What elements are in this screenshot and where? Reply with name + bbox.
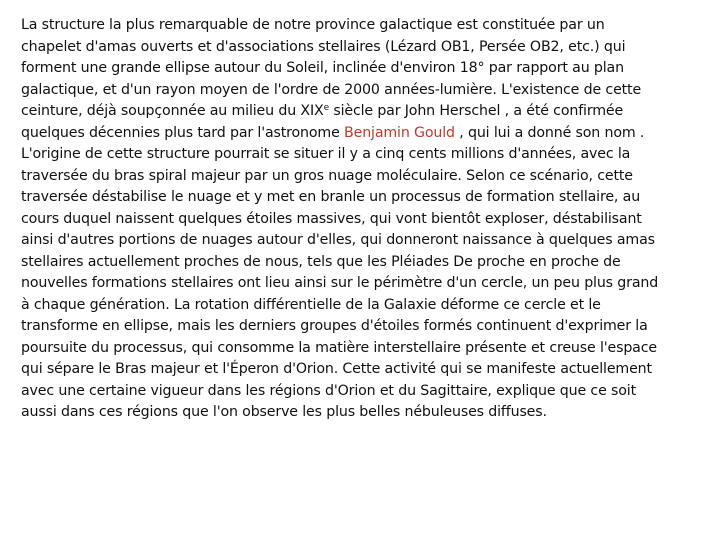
text-line: qui sépare le Bras majeur et l'Éperon d'Orion. Cette activité qui se manifeste actuellement (21, 361, 652, 377)
text-line: aussi dans ces régions que l'on observe les plus belles nébuleuses diffuses. (21, 404, 547, 420)
text-line: forment une grande ellipse autour du Soleil, inclinée d'environ 18° par rapport au plan (21, 60, 624, 76)
text-segment: siècle par John Herschel , a été confirmée (328, 103, 624, 119)
text-line: ainsi d'autres portions de nuages autour d'elles, qui donneront naissance à quelques amas (21, 232, 655, 248)
text-line: à chaque génération. La rotation différentielle de la Galaxie déforme ce cercle et le (21, 296, 601, 313)
text-line: traversée déstabilise le nuage et y met en branle un processus de formation stellaire, au (21, 189, 641, 205)
text-line: chapelet d'amas ouverts et d'associations stellaires (Lézard OB1, Persée OB2, etc.) qui (21, 38, 626, 55)
text-line (21, 101, 691, 123)
text-line: stellaires actuellement proches de nous, tels que les Pléiades De proche en proche de (21, 253, 621, 270)
text-segment: quelques décennies plus tard par l'astronome (21, 124, 345, 141)
superscript: e (323, 103, 329, 113)
text-line: poursuite du processus, qui consomme la matière interstellaire présente et creuse l'espace (21, 339, 657, 356)
text-line: La structure la plus remarquable de notre province galactique est constituée par un (21, 17, 605, 33)
text-line (21, 123, 691, 145)
text-line: avec une certaine vigueur dans les régions d'Orion et du Sagittaire, explique que ce soit (21, 382, 636, 399)
text-line: galactique, et d'un rayon moyen de l'ordre de 2000 années-lumière. L'existence de cette (21, 81, 642, 98)
text-line: cours duquel naissent quelques étoiles massives, qui vont bientôt exploser, déstabilisant (21, 210, 642, 227)
text-line: transforme en ellipse, mais les derniers groupes d'étoiles formés continuent d'exprimer la (21, 318, 648, 334)
benjamin-gould-link[interactable]: Benjamin Gould (344, 124, 455, 141)
text-line: nouvelles formations stellaires ont lieu ainsi sur le périmètre d'un cercle, un peu plus grand (21, 275, 659, 291)
text-line: L'origine de cette structure pourrait se situer il y a cinq cents millions d'années, avec la (21, 146, 631, 162)
text-segment: , qui lui a donné son nom . (454, 124, 645, 141)
body-paragraph (21, 15, 691, 424)
text-segment: ceinture, déjà soupçonnée au milieu du XIX (21, 103, 324, 119)
text-line: traversée du bras spiral majeur par un gros nuage moléculaire. Selon ce scénario, cette (21, 167, 633, 184)
